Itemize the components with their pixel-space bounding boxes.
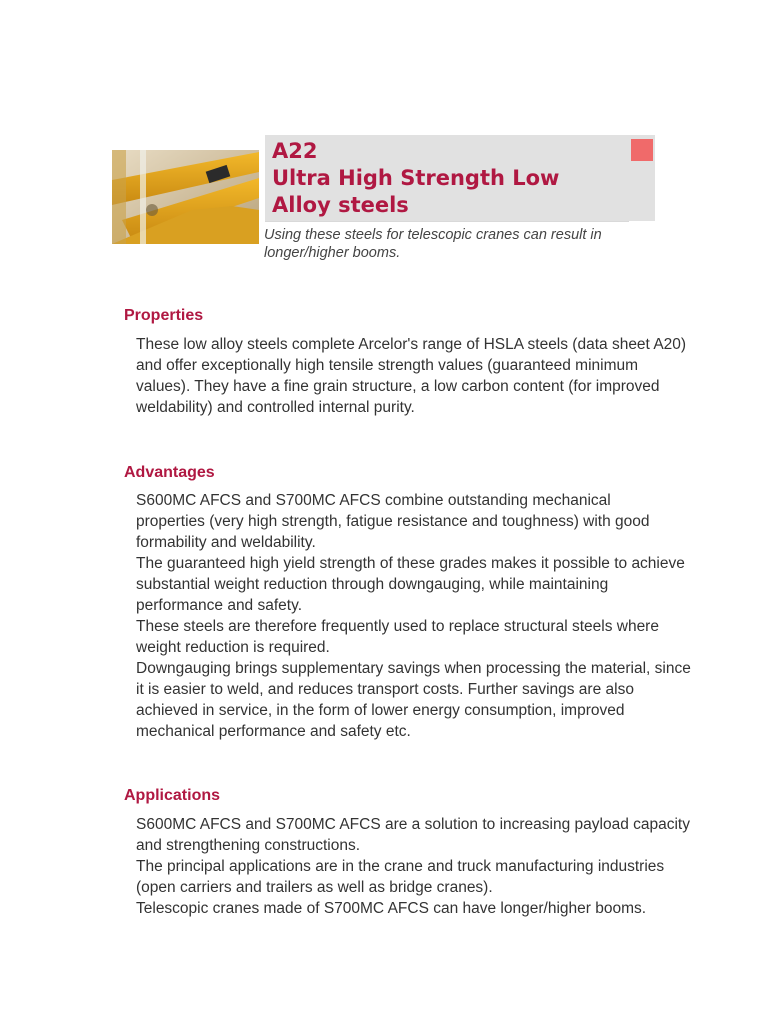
text-line: properties (very high strength, fatigue resistance and toughness) with good <box>136 513 650 530</box>
text-line: performance and safety. <box>136 597 302 614</box>
text-line: weight reduction is required. <box>136 639 330 656</box>
applications-text <box>136 814 690 919</box>
text-line: achieved in service, in the form of lower energy consumption, improved <box>136 702 625 719</box>
subtitle <box>264 226 644 262</box>
title-banner <box>265 135 655 221</box>
text-line: These low alloy steels complete Arcelor's range of HSLA steels (data sheet A20) <box>136 336 687 353</box>
text-line: The guaranteed high yield strength of these grades makes it possible to achieve <box>136 555 685 572</box>
text-line: substantial weight reduction through downgauging, while maintaining <box>136 576 609 593</box>
text-line: and offer exceptionally high tensile strength values (guaranteed minimum <box>136 357 639 374</box>
corner-accent-square <box>631 139 653 161</box>
text-line: Telescopic cranes made of S700MC AFCS can have longer/higher booms. <box>136 900 647 917</box>
text-line: (open carriers and trailers as well as bridge cranes). <box>136 879 493 896</box>
crane-boom-photo <box>112 150 259 244</box>
advantages-text <box>136 490 691 742</box>
text-line: These steels are therefore frequently used to replace structural steels where <box>136 618 659 635</box>
page-title-line-2: Alloy steels <box>272 193 409 217</box>
properties-text <box>136 334 687 418</box>
datasheet-code: A22 <box>272 139 318 163</box>
page-title-line-1: Ultra High Strength Low <box>272 166 560 190</box>
text-line: The principal applications are in the crane and truck manufacturing industries <box>136 858 665 875</box>
applications-heading: Applications <box>124 787 221 804</box>
text-line: values). They have a fine grain structure, a low carbon content (for improved <box>136 378 660 395</box>
text-line: weldability) and controlled internal purity. <box>136 399 415 416</box>
text-line: Downgauging brings supplementary savings when processing the material, since <box>136 660 691 677</box>
advantages-heading: Advantages <box>124 464 215 481</box>
text-line: it is easier to weld, and reduces transport costs. Further savings are also <box>136 681 634 698</box>
text-line: and strengthening constructions. <box>136 837 361 854</box>
text-line: mechanical performance and safety etc. <box>136 723 411 740</box>
text-line: formability and weldability. <box>136 534 316 551</box>
subtitle-line: longer/higher booms. <box>264 245 401 261</box>
text-line: S600MC AFCS and S700MC AFCS combine outstanding mechanical <box>136 492 611 509</box>
text-line: S600MC AFCS and S700MC AFCS are a solution to increasing payload capacity <box>136 816 690 833</box>
properties-heading: Properties <box>124 307 204 324</box>
subtitle-line: Using these steels for telescopic cranes can result in <box>264 227 602 243</box>
title-divider <box>265 221 629 222</box>
